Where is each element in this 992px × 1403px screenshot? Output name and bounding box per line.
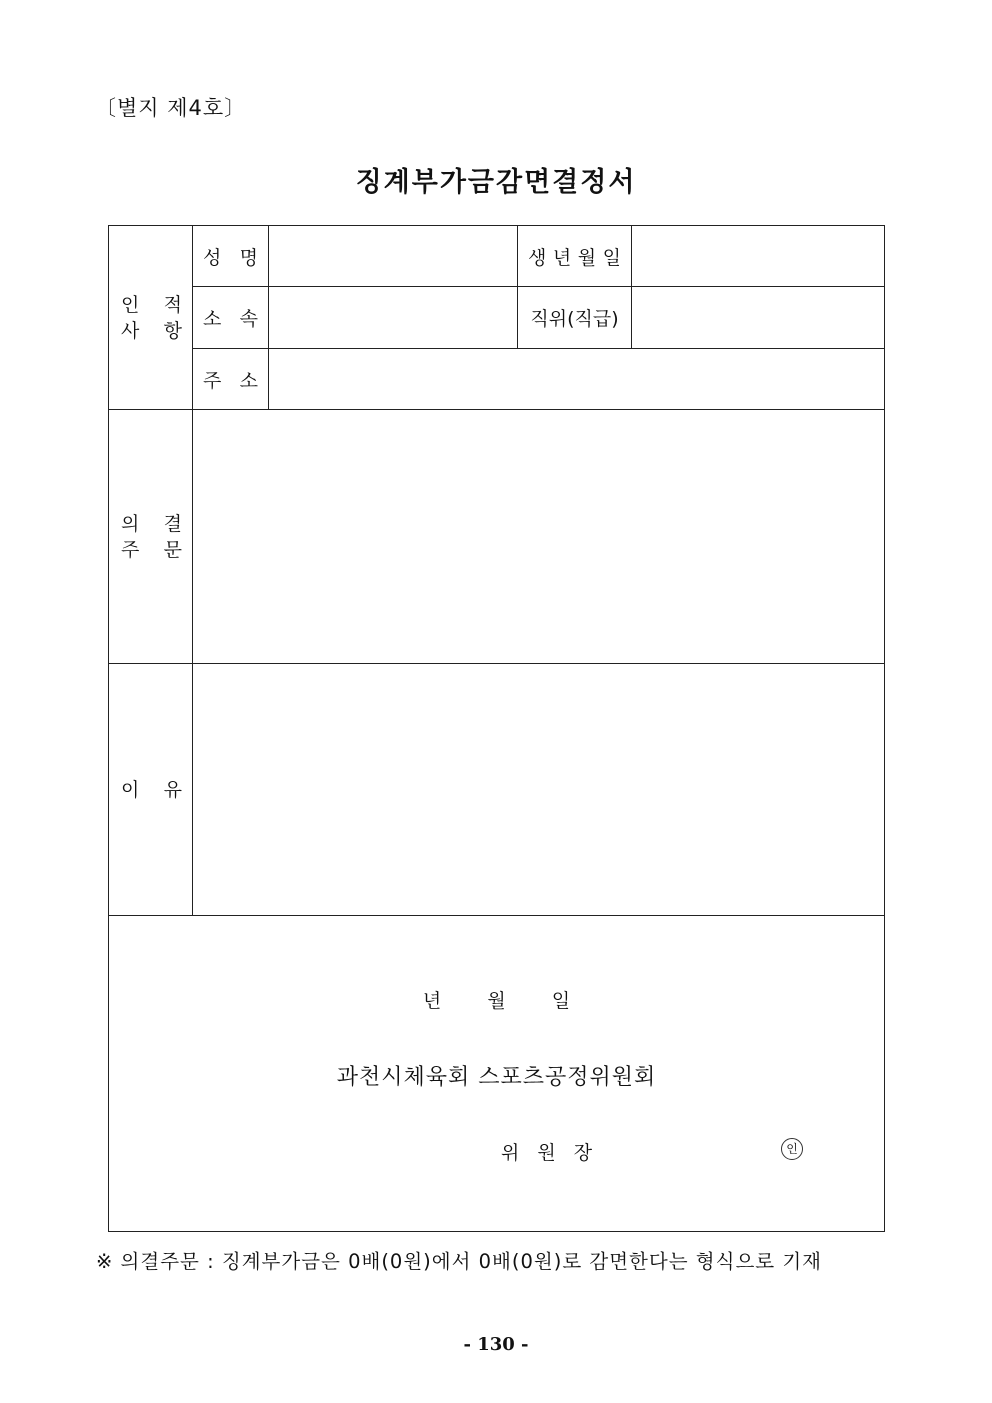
document-title: 징계부가금감면결정서 <box>355 167 637 198</box>
affiliation-label: 소 속 <box>193 287 269 349</box>
decision-date: 년 월 일 <box>422 990 571 1012</box>
name-field[interactable] <box>269 226 518 287</box>
decision-form-table <box>108 225 885 1232</box>
position-field[interactable] <box>632 287 885 349</box>
position-label: 직위(직급) <box>518 287 632 349</box>
address-label: 주 소 <box>193 349 269 410</box>
personal-info-section-label <box>109 226 193 410</box>
name-label: 성 명 <box>193 226 269 287</box>
resolution-section-label <box>109 410 193 664</box>
resolution-label-line2: 주 문 <box>121 538 182 561</box>
signature-box <box>109 916 885 1232</box>
form-number-label: 〔별지 제4호〕 <box>95 96 247 120</box>
chairperson-title: 위 원 장 <box>501 1142 599 1164</box>
instruction-note: ※ 의결주문 : 징계부가금은 0배(0원)에서 0배(0원)로 감면한다는 형식으로 기재 <box>96 1250 822 1273</box>
reason-label: 이 유 <box>121 778 182 801</box>
birthdate-field[interactable] <box>632 226 885 287</box>
resolution-field[interactable] <box>193 410 885 664</box>
personal-info-label-line1: 인 적 <box>121 293 182 316</box>
personal-info-label-line2: 사 항 <box>121 319 182 342</box>
reason-section-label <box>109 664 193 916</box>
birthdate-label: 생 년 월 일 <box>518 226 632 287</box>
page-number: - 130 - <box>463 1334 529 1355</box>
address-field[interactable] <box>269 349 885 410</box>
resolution-label-line1: 의 결 <box>121 512 182 535</box>
committee-name: 과천시체육회 스포츠공정위원회 <box>336 1065 657 1090</box>
seal-mark: 인 <box>781 1138 803 1160</box>
reason-field[interactable] <box>193 664 885 916</box>
affiliation-field[interactable] <box>269 287 518 349</box>
